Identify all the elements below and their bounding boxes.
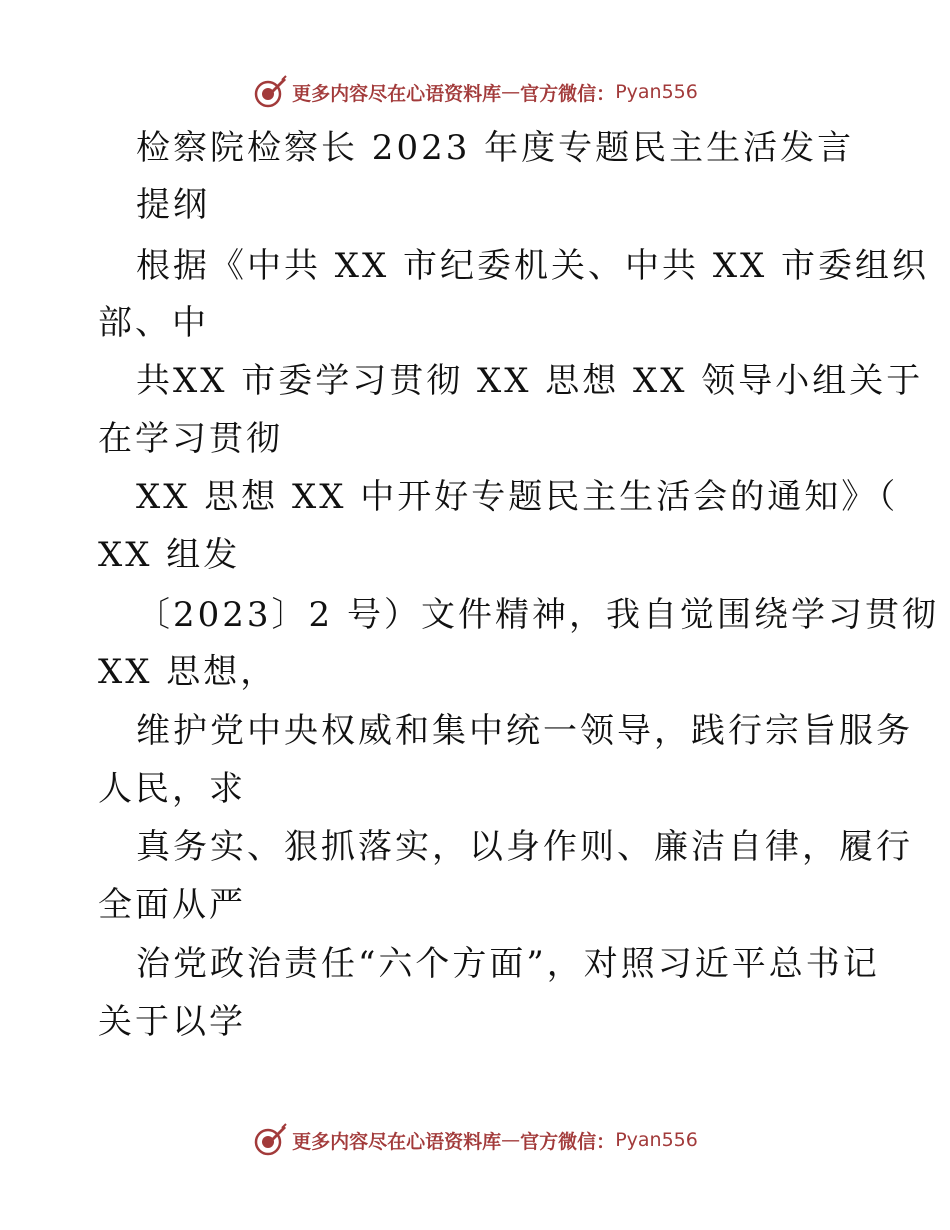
paragraph-line: 部、中	[98, 303, 209, 343]
paragraph-line: 根据《中共 XX 市纪委机关、中共 XX 市委组织	[136, 246, 930, 286]
paragraph-line: 人民，求	[98, 769, 246, 809]
paragraph-line: XX 思想 XX 中开好专题民主生活会的通知》（	[136, 477, 899, 517]
header-watermark	[0, 72, 950, 112]
watermark-label: 官方微信：	[520, 82, 616, 105]
watermark-main-text: 更多内容尽在心语资料库	[292, 82, 502, 105]
watermark-separator: —	[501, 1129, 521, 1151]
watermark-main-text: 更多内容尽在心语资料库	[292, 1130, 502, 1153]
watermark-label: 官方微信：	[520, 1130, 616, 1153]
paragraph-line: 关于以学	[98, 1002, 246, 1042]
paragraph-line: 〔2023〕2 号）文件精神，我自觉围绕学习贯彻	[136, 595, 939, 635]
paragraph-line: 在学习贯彻	[98, 419, 283, 459]
paragraph-line: XX 组发	[98, 535, 241, 575]
paragraph-line: 全面从严	[98, 885, 246, 925]
watermark-code: Pyan556	[615, 1129, 698, 1151]
pen-logo-icon	[252, 74, 288, 110]
paragraph-line: 共XX 市委学习贯彻 XX 思想 XX 领导小组关于	[136, 361, 924, 401]
doc-title-line: 提纲	[136, 185, 210, 225]
paragraph-line: 治党政治责任“六个方面”，对照习近平总书记	[136, 944, 880, 984]
paragraph-line: XX 思想，	[98, 652, 278, 692]
watermark-code: Pyan556	[615, 81, 698, 103]
doc-title-line: 检察院检察长 2023 年度专题民主生活发言	[136, 128, 855, 168]
watermark-separator: —	[501, 81, 521, 103]
footer-watermark	[0, 1120, 950, 1160]
paragraph-line: 维护党中央权威和集中统一领导，践行宗旨服务	[136, 711, 913, 751]
paragraph-line: 真务实、狠抓落实，以身作则、廉洁自律，履行	[136, 827, 913, 867]
pen-logo-icon	[252, 1122, 288, 1158]
